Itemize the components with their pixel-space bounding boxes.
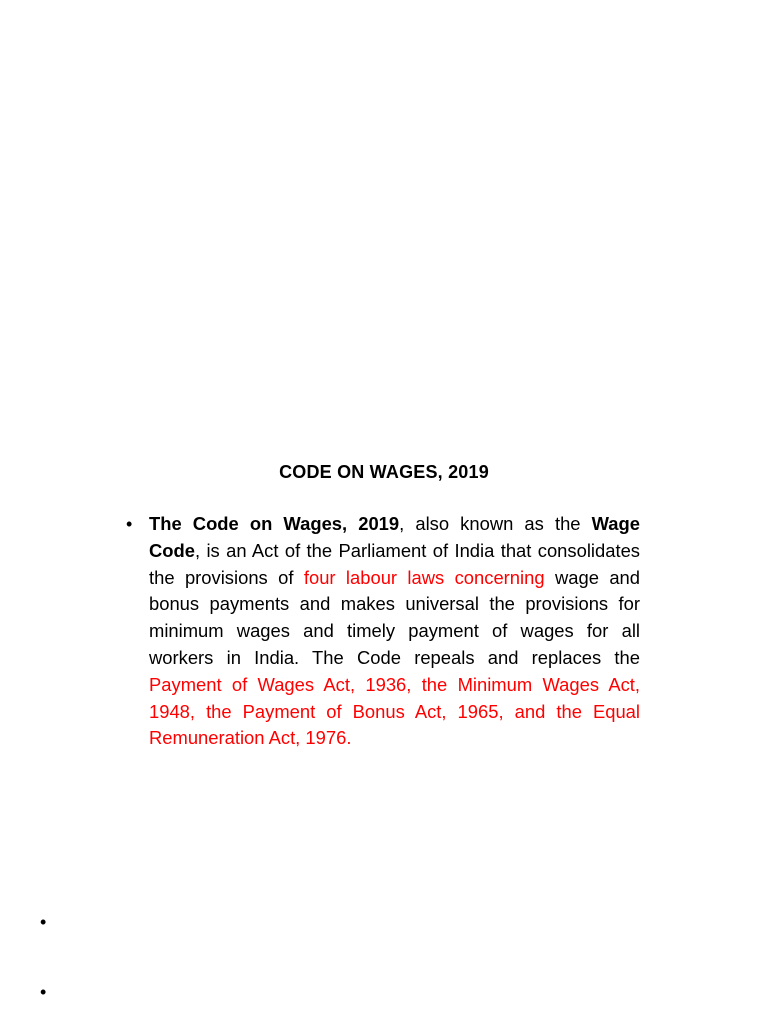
- paragraph: [149, 511, 640, 752]
- paragraph-text-2: , is an Act of the Parliament of India that consolidates the provisions of: [149, 539, 640, 588]
- paragraph-text-3: wage and bonus payments and makes universal the provisions for minimum wages and timely payment of wages for all workers in India. The Code repeals and replaces the: [149, 566, 641, 668]
- highlight-four-labour-laws: four labour laws concerning: [303, 566, 545, 588]
- stray-bullet: •: [40, 912, 47, 932]
- paragraph-text-1: , also known as the: [399, 513, 592, 534]
- act-name-bold: The Code on Wages, 2019: [149, 513, 400, 534]
- highlight-repealed-acts: Payment of Wages Act, 1936, the Minimum Wages Act, 1948, the Payment of Bonus Act, 1965, and the Equal Remuneration Act, 1976.: [149, 673, 640, 749]
- stray-bullet: •: [40, 982, 47, 1002]
- bullet-marker: •: [126, 514, 133, 534]
- document-title: CODE ON WAGES, 2019: [279, 462, 489, 482]
- act-alias-bold: Wage Code: [149, 513, 640, 561]
